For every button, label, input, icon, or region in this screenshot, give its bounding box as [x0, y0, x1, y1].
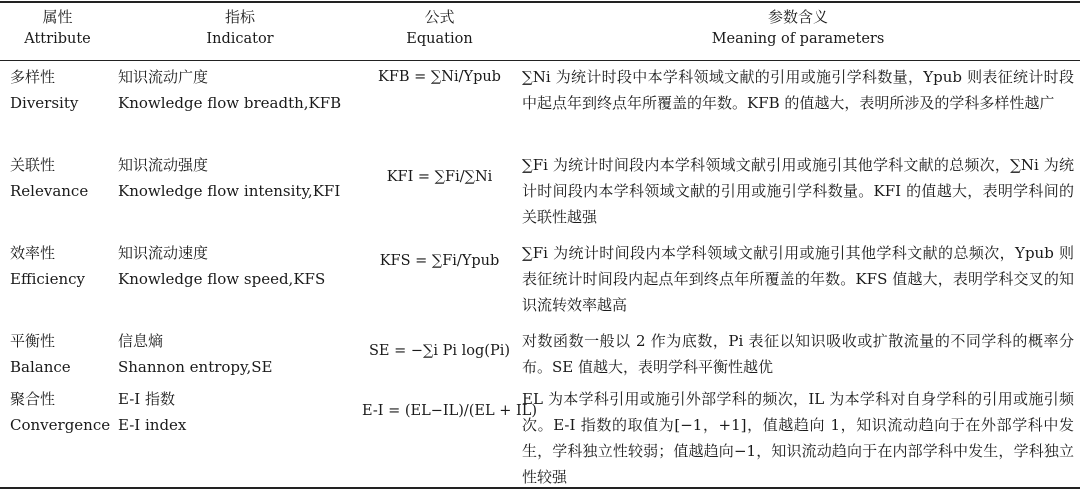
indicator-zh: 信息熵: [118, 332, 164, 350]
header-meaning-zh: 参数含义: [767, 8, 828, 26]
header-attribute-en: Attribute: [24, 31, 91, 47]
indicator-zh: 知识流动速度: [118, 244, 209, 262]
row-diversity-meaning: ∑Ni 为统计时段中本学科领域文献的引用或施引学科数量，Ypub 则表征统计时段中起点年到终点年所覆盖的年数。KFB 的值越大，表明所涉及的学科多样性越广: [522, 68, 1074, 112]
attribute-en: Relevance: [10, 182, 89, 200]
header-equation-en: Equation: [406, 31, 473, 47]
row-convergence-attribute: [10, 386, 110, 438]
header-meaning: [522, 6, 1074, 50]
row-convergence-equation: E-I = (EL−IL)/(EL + IL): [362, 403, 538, 419]
attribute-en: Balance: [10, 358, 71, 376]
header-equation-zh: 公式: [424, 8, 455, 26]
header-attribute-zh: 属性: [42, 8, 73, 26]
row-balance-attribute: [10, 328, 110, 380]
attribute-en: Diversity: [10, 94, 79, 112]
indicator-en: E-I index: [118, 416, 187, 434]
attribute-zh: 关联性: [10, 156, 56, 174]
row-convergence-meaning: EL 为本学科引用或施引外部学科的频次，IL 为本学科对自身学科的引用或施引频次。E-I 指数的取值为[−1，+1]，值越趋向 1，知识流动趋向于在外部学科中发生，学科独立性较弱；值越趋向−1，知识流动趋向于在内部学科中发生，学科独立性较强: [522, 390, 1074, 486]
indicator-en: Knowledge flow intensity,KFI: [118, 182, 341, 200]
row-efficiency-attribute: [10, 240, 110, 292]
row-balance-indicator: [118, 328, 368, 380]
indicator-en: Knowledge flow breadth,KFB: [118, 94, 342, 112]
row-efficiency-indicator: [118, 240, 368, 292]
attribute-zh: 平衡性: [10, 332, 56, 350]
indicator-en: Knowledge flow speed,KFS: [118, 270, 326, 288]
table-bottom-rule: [0, 487, 1080, 489]
row-relevance-meaning: ∑Fi 为统计时间段内本学科领域文献引用或施引其他学科文献的总频次，∑Ni 为统计时间段内本学科领域文献的引用或施引学科数量。KFI 的值越大，表明学科间的关联性越强: [522, 156, 1074, 226]
header-attribute: [0, 6, 115, 50]
row-diversity-attribute: [10, 64, 110, 116]
table-top-rule: [0, 1, 1080, 3]
row-balance-meaning: 对数函数一般以 2 作为底数，Pi 表征以知识吸收或扩散流量的不同学科的概率分布。SE 值越大，表明学科平衡性越优: [522, 332, 1074, 376]
row-relevance-indicator: [118, 152, 368, 204]
row-efficiency-equation: KFS = ∑Fi/Ypub: [379, 253, 500, 269]
row-balance-equation: SE = −∑i Pi log(Pi): [369, 343, 510, 359]
row-convergence-indicator: [118, 386, 368, 438]
indicator-zh: 知识流动广度: [118, 68, 209, 86]
header-rule: [0, 60, 1080, 61]
attribute-zh: 聚合性: [10, 390, 56, 408]
attribute-en: Efficiency: [10, 270, 86, 288]
header-indicator-en: Indicator: [206, 31, 274, 47]
indicator-en: Shannon entropy,SE: [118, 358, 273, 376]
row-efficiency-meaning: ∑Fi 为统计时间段内本学科领域文献引用或施引其他学科文献的总频次，Ypub 则表征统计时间段内起点年到终点年所覆盖的年数。KFS 值越大，表明学科交叉的知识流转效率越高: [522, 244, 1074, 314]
row-diversity-indicator: [118, 64, 368, 116]
attribute-zh: 效率性: [10, 244, 56, 262]
attribute-en: Convergence: [10, 416, 111, 434]
header-indicator: [115, 6, 365, 50]
header-meaning-en: Meaning of parameters: [711, 31, 885, 47]
attribute-zh: 多样性: [10, 68, 56, 86]
row-relevance-equation: KFI = ∑Fi/∑Ni: [386, 169, 493, 185]
indicator-zh: E-I 指数: [118, 390, 175, 408]
indicator-zh: 知识流动强度: [118, 156, 209, 174]
row-diversity-equation: KFB = ∑Ni/Ypub: [378, 69, 501, 85]
row-relevance-attribute: [10, 152, 110, 204]
header-equation: [362, 6, 517, 50]
header-indicator-zh: 指标: [224, 8, 255, 26]
